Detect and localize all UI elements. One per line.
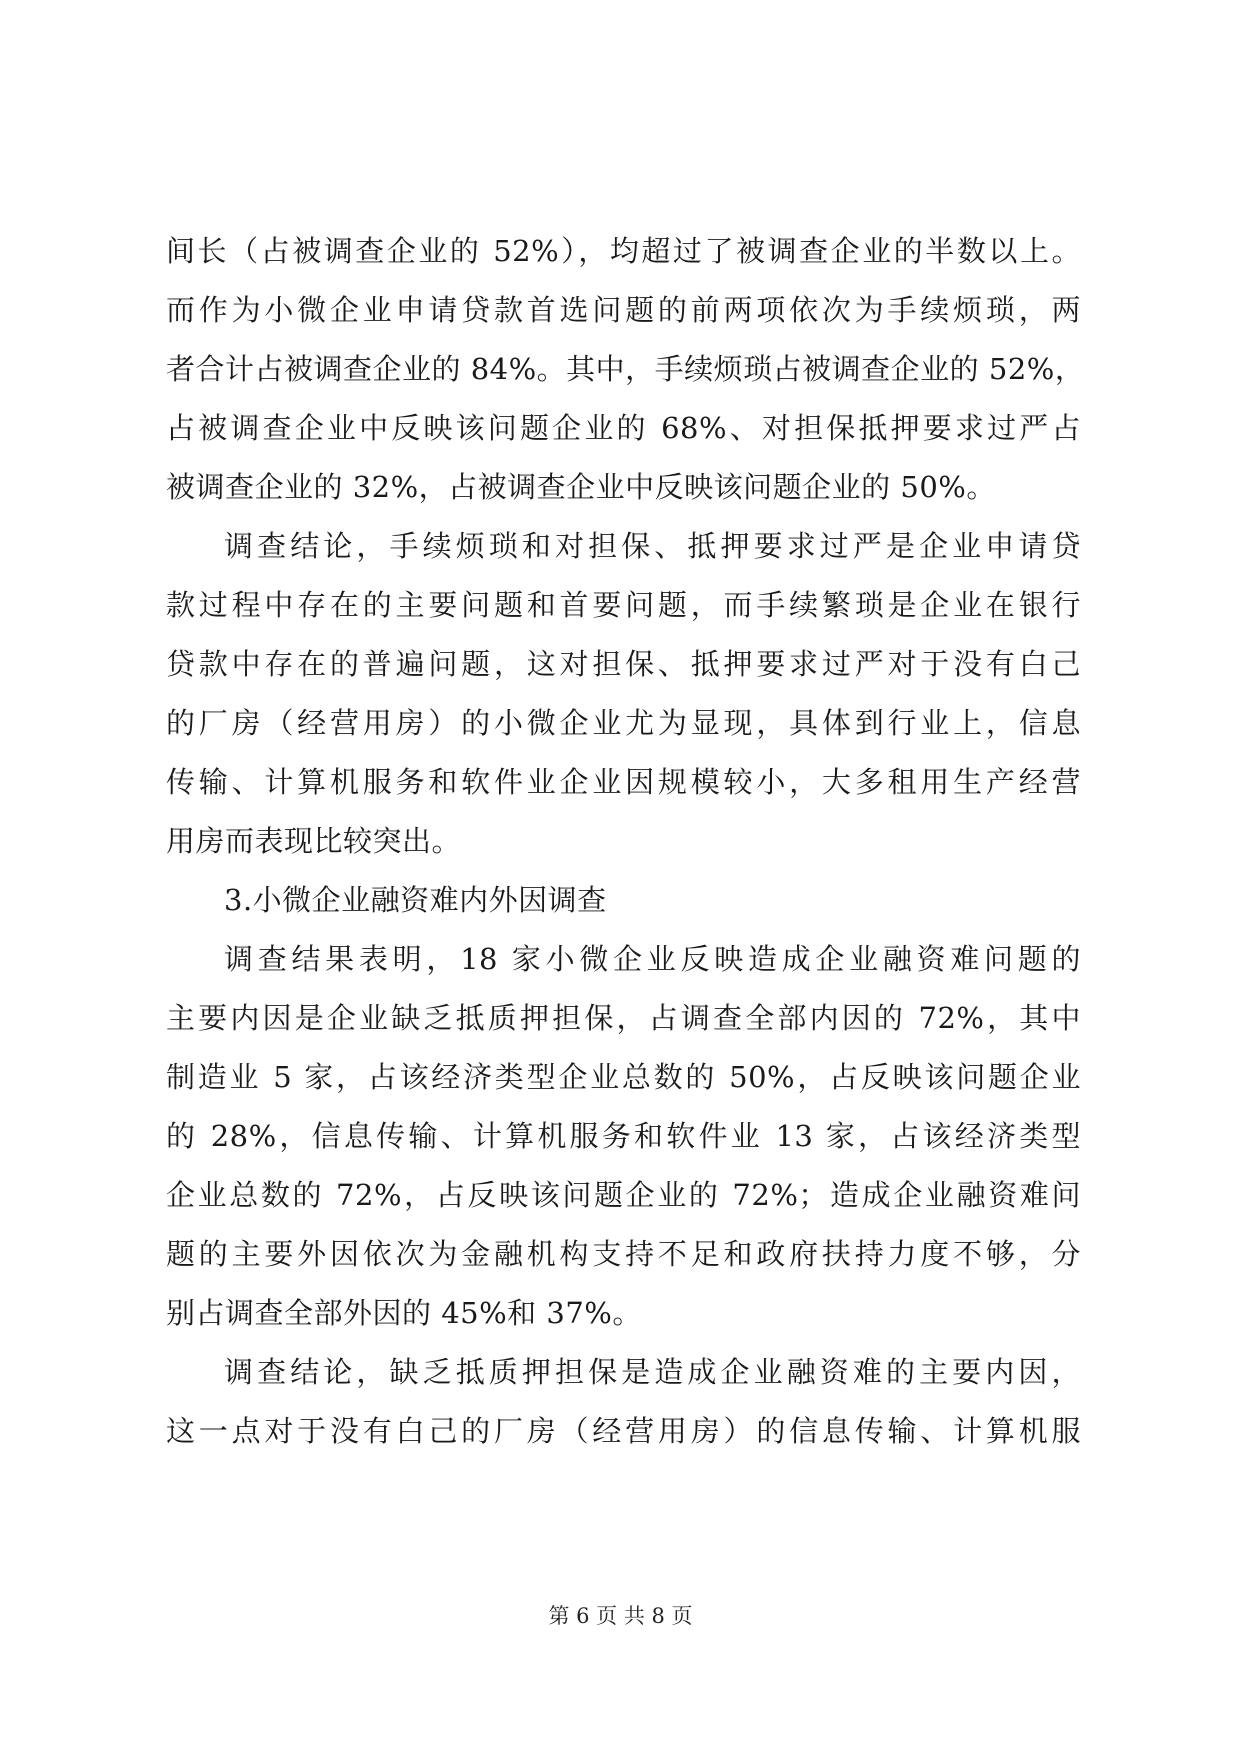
text-line: 传输、计算机服务和软件业企业因规模较小，大多租用生产经营: [166, 765, 1081, 799]
text-line: 主要内因是企业缺乏抵质押担保，占调查全部内因的 72%，其中: [166, 1001, 1081, 1035]
document-body: [166, 222, 1085, 1461]
text-line: 这一点对于没有白己的厂房（经营用房）的信息传输、计算机服: [166, 1414, 1081, 1448]
text-line: 贷款中存在的普遍问题，这对担保、抵押要求过严对于没有白己: [166, 647, 1081, 681]
text-line: 制造业 5 家，占该经济类型企业总数的 50%，占反映该问题企业: [166, 1060, 1081, 1094]
text-line: 被调查企业的 32%，占被调查企业中反映该问题企业的 50%。: [166, 470, 996, 504]
text-line: 企业总数的 72%，占反映该问题企业的 72%；造成企业融资难问: [166, 1178, 1081, 1212]
text-line: 的厂房（经营用房）的小微企业尤为显现，具体到行业上，信息: [166, 706, 1081, 740]
paragraph-first-line: 调查结论，手续烦琐和对担保、抵押要求过严是企业申请贷: [224, 529, 1081, 563]
section-heading: 3.小微企业融资难内外因调查: [224, 883, 607, 917]
paragraph-first-line: 调查结果表明，18 家小微企业反映造成企业融资难问题的: [224, 942, 1081, 976]
text-line: 而作为小微企业申请贷款首选问题的前两项依次为手续烦琐，两: [166, 293, 1081, 327]
text-line: 的 28%，信息传输、计算机服务和软件业 13 家，占该经济类型: [166, 1119, 1081, 1153]
text-line: 用房而表现比较突出。: [166, 824, 462, 858]
text-line: 占被调查企业中反映该问题企业的 68%、对担保抵押要求过严占: [166, 411, 1081, 445]
text-line: 间长（占被调查企业的 52%），均超过了被调查企业的半数以上。: [166, 234, 1081, 268]
text-line: 题的主要外因依次为金融机构支持不足和政府扶持力度不够，分: [166, 1237, 1081, 1271]
text-line: 者合计占被调查企业的 84%。其中，手续烦琐占被调查企业的 52%，: [166, 352, 1085, 386]
paragraph-first-line: 调查结论，缺乏抵质押担保是造成企业融资难的主要内因，: [224, 1355, 1081, 1389]
text-line: 别占调查全部外因的 45%和 37%。: [166, 1296, 642, 1330]
text-line: 款过程中存在的主要问题和首要问题，而手续繁琐是企业在银行: [166, 588, 1081, 622]
page-number-footer: 第 6 页 共 8 页: [548, 1604, 693, 1628]
